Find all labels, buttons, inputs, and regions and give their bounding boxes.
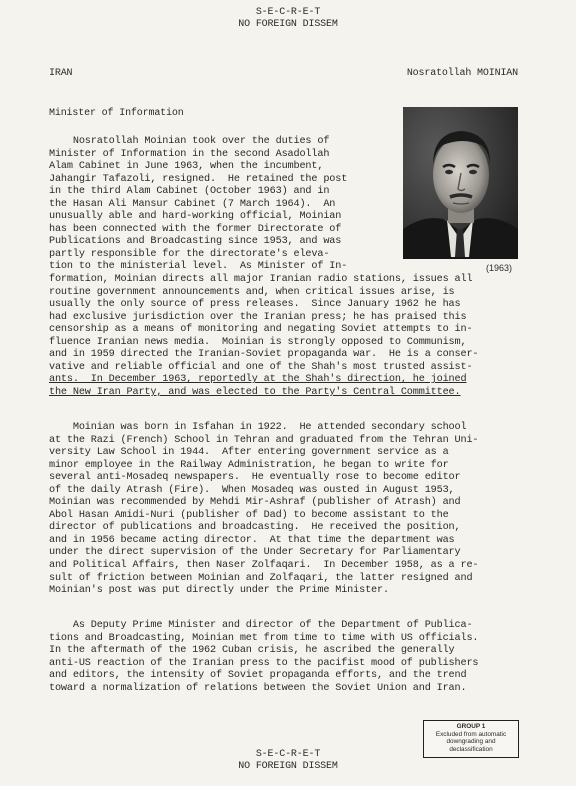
stamp-line: downgrading and <box>446 738 496 746</box>
stamp-line: Excluded from automatic <box>435 730 507 738</box>
text-line: Moinian's post was put directly under the Prime Minister. <box>49 585 389 597</box>
classification-header <box>0 7 576 31</box>
text-line: As Deputy Prime Minister and director of the Department of Publica- <box>49 620 473 631</box>
text-line: toward a normalization of relations between the Soviet Union and Iran. <box>49 682 467 694</box>
text-line: and in 1956 became acting director. At that time the department was <box>49 534 455 546</box>
paragraph-career <box>49 136 478 399</box>
country-label: IRAN <box>49 68 73 79</box>
text-line: director of publications and broadcasting. He received the position, <box>49 522 461 534</box>
text-line: Publications and Broadcasting since 1953, and was <box>49 236 342 248</box>
classification-dissem: NO FOREIGN DISSEM <box>238 19 338 30</box>
position-title: Minister of Information <box>49 108 184 119</box>
text-line: Alam Cabinet in June 1963, when the incumbent, <box>49 161 324 173</box>
classification-secret: S-E-C-R-E-T <box>255 749 321 760</box>
text-line: at the Razi (French) School in Tehran and graduated from the Tehran Uni- <box>49 434 479 446</box>
stamp-title: GROUP 1 <box>456 723 486 730</box>
text-line: had exclusive jurisdiction over the Iranian press; he has praised this <box>49 311 467 323</box>
text-line: censorship as a means of monitoring and negating Soviet attempts to in- <box>49 324 473 336</box>
text-line: fluence Iranian news media. Moinian is strongly opposed to Communism, <box>49 336 467 348</box>
text-line: versity Law School in 1944. After entering government service as a <box>49 447 449 459</box>
text-line: vative and reliable official and one of the Shah's most trusted assist- <box>49 361 473 373</box>
text-line: Abol Hasan Amidi-Nuri (publisher of Dad) to become assistant to the <box>49 509 449 521</box>
text-line: Jahangir Tafazoli, resigned. He retained the post <box>49 173 348 185</box>
text-line: anti-US reaction of the Iranian press to the pacifist mood of publishers <box>49 657 479 669</box>
classification-footer <box>0 749 576 773</box>
text-line: minor employee in the Railway Administration, he began to write for <box>49 459 449 471</box>
text-line: In the aftermath of the 1962 Cuban crisis, he ascribed the generally <box>49 645 455 657</box>
photo-caption: (1963) <box>486 263 513 273</box>
text-line: usually the only source of press releases. Since January 1962 he has <box>49 299 461 311</box>
text-line: has been connected with the former Directorate of <box>49 223 342 235</box>
text-line: tions and Broadcasting, Moinian met from time to time with US officials. <box>49 632 479 644</box>
text-line: and editors, the intensity of Soviet propaganda efforts, and the trend <box>49 670 467 682</box>
text-line: routine government announcements and, when critical issues arise, is <box>49 286 455 298</box>
text-line: in the third Alam Cabinet (October 1963) and in <box>49 186 330 198</box>
text-line: tion to the ministerial level. As Minister of In- <box>49 261 348 273</box>
text-line: and Political Affairs, then Naser Zolfaqari. In December 1958, as a re- <box>49 560 479 572</box>
subject-name: Nosratollah MOINIAN <box>406 68 518 79</box>
text-line: and in 1959 directed the Iranian-Soviet propaganda war. He is a conser- <box>49 349 479 361</box>
text-line: Minister of Information in the second Asadollah <box>49 148 330 160</box>
stamp-line: declassification <box>449 745 493 753</box>
text-line: sult of friction between Moinian and Zolfaqari, the latter resigned and <box>49 572 473 584</box>
classification-dissem: NO FOREIGN DISSEM <box>238 761 338 772</box>
text-line: unusually able and hard-working official, Moinian <box>49 211 342 223</box>
text-line: several anti-Mosadeq newspapers. He eventually rose to become editor <box>49 472 461 484</box>
text-line: Moinian was born in Isfahan in 1922. He attended secondary school <box>49 422 467 433</box>
classification-secret: S-E-C-R-E-T <box>255 7 321 18</box>
text-line: Moinian was recommended by Mehdi Mir-Ashraf (publisher of Atrash) and <box>49 497 461 509</box>
text-line: the Hasan Ali Mansur Cabinet (7 March 1964). An <box>49 198 336 210</box>
text-line: under the direct supervision of the Under Secretary for Parliamentary <box>49 547 461 559</box>
paragraph-background <box>49 422 478 598</box>
text-line: of the daily Atrash (Fire). When Mosadeq was ousted in August 1953, <box>49 484 455 496</box>
text-line-underlined: the New Iran Party, and was elected to the Party's Central Committee. <box>49 386 461 398</box>
paragraph-us-contacts <box>49 620 478 695</box>
text-line-underlined: ants. In December 1963, reportedly at the Shah's direction, he joined <box>49 374 467 386</box>
text-line: Nosratollah Moinian took over the duties of <box>49 136 330 147</box>
text-line: partly responsible for the directorate's eleva- <box>49 248 330 260</box>
text-line: formation, Moinian directs all major Iranian radio stations, issues all <box>49 274 473 286</box>
